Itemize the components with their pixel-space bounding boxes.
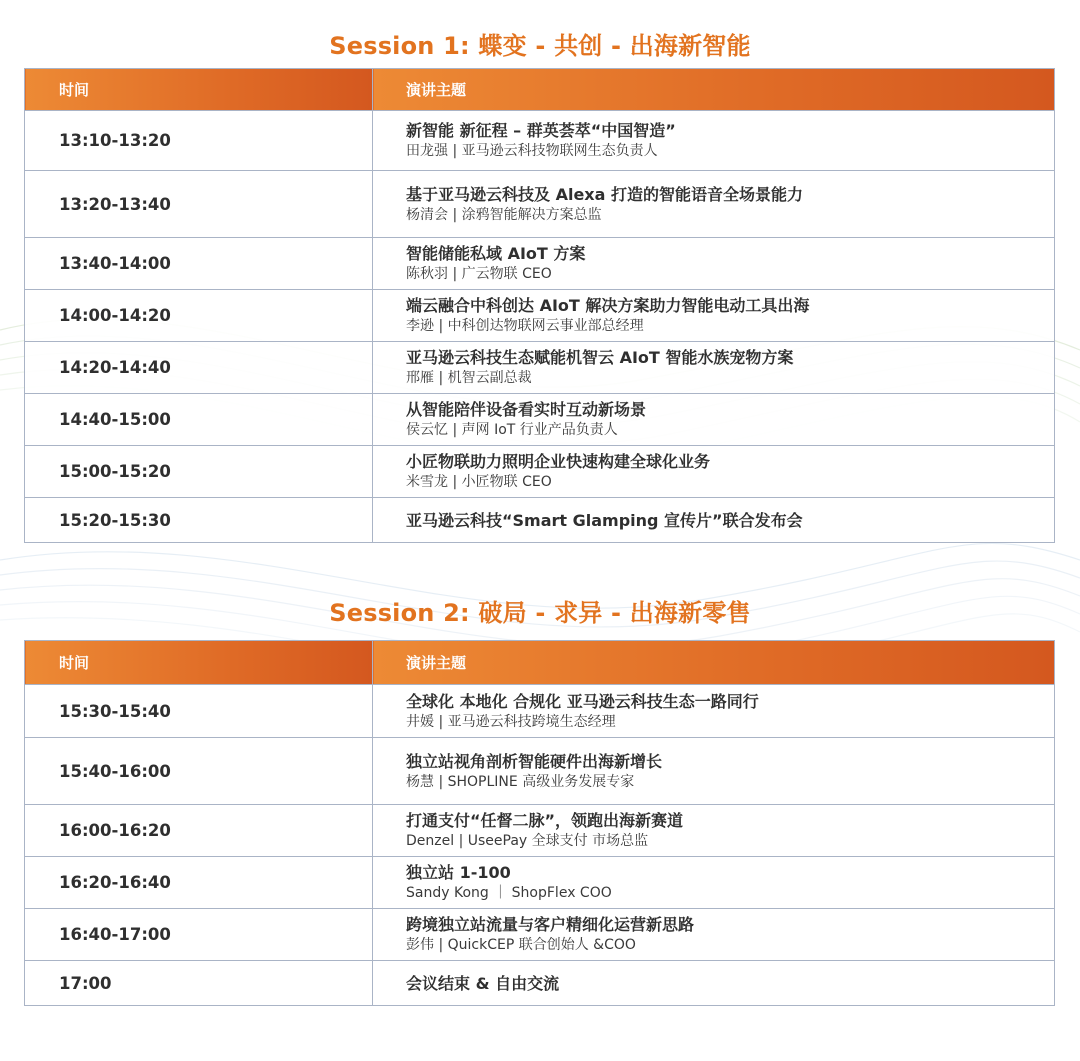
row-topic — [373, 446, 1055, 498]
session-2-title: Session 2: 破局 - 求异 - 出海新零售 — [329, 599, 751, 627]
row-topic — [373, 238, 1055, 290]
session-1-title: Session 1: 蝶变 - 共创 - 出海新智能 — [329, 32, 751, 60]
row-time: 17:00 — [25, 961, 373, 1006]
row-time: 16:00-16:20 — [25, 805, 373, 857]
talk-title: 端云融合中科创达 AIoT 解决方案助力智能电动工具出海 — [406, 296, 810, 315]
header-time: 时间 — [25, 641, 373, 685]
table-row — [25, 961, 1055, 1006]
row-time: 13:40-14:00 — [25, 238, 373, 290]
header-topic: 演讲主题 — [373, 69, 1055, 111]
table-row — [25, 685, 1055, 738]
row-topic — [373, 498, 1055, 543]
row-time: 15:20-15:30 — [25, 498, 373, 543]
talk-title: 独立站视角剖析智能硬件出海新增长 — [406, 751, 663, 771]
talk-title: 从智能陪伴设备看实时互动新场景 — [406, 400, 647, 419]
talk-speaker: 李逊 | 中科创达物联网云事业部总经理 — [406, 318, 644, 334]
row-topic — [373, 857, 1055, 909]
talk-speaker: 田龙强 | 亚马逊云科技物联网生态负责人 — [406, 143, 658, 159]
talk-title: 基于亚马逊云科技及 Alexa 打造的智能语音全场景能力 — [406, 184, 803, 204]
session-1-agenda-table — [24, 68, 1055, 543]
talk-speaker: 侯云忆 | 声网 IoT 行业产品负责人 — [406, 422, 618, 438]
row-time: 15:30-15:40 — [25, 685, 373, 738]
row-topic — [373, 805, 1055, 857]
row-topic — [373, 394, 1055, 446]
row-time: 14:00-14:20 — [25, 290, 373, 342]
talk-title: 跨境独立站流量与客户精细化运营新思路 — [406, 915, 695, 934]
table-row — [25, 805, 1055, 857]
table-row — [25, 171, 1055, 238]
row-topic — [373, 171, 1055, 238]
talk-speaker: 陈秋羽 | 广云物联 CEO — [406, 266, 552, 282]
talk-title: 智能储能私域 AIoT 方案 — [406, 244, 586, 263]
session-2-agenda-table — [24, 640, 1055, 1006]
table-row — [25, 857, 1055, 909]
table-header-row — [25, 69, 1055, 111]
talk-speaker: 邢雁 | 机智云副总裁 — [406, 370, 532, 386]
talk-title: 打通支付“任督二脉”，领跑出海新赛道 — [406, 811, 684, 830]
table-row — [25, 446, 1055, 498]
row-topic — [373, 738, 1055, 805]
table-row — [25, 909, 1055, 961]
table-row — [25, 290, 1055, 342]
talk-speaker: Denzel | UseePay 全球支付 市场总监 — [406, 833, 649, 849]
talk-title: 独立站 1-100 — [406, 863, 511, 882]
talk-speaker: 杨清会 | 涂鸦智能解决方案总监 — [406, 206, 602, 223]
row-time: 13:10-13:20 — [25, 111, 373, 171]
talk-speaker: 井媛 | 亚马逊云科技跨境生态经理 — [406, 713, 616, 730]
row-topic — [373, 961, 1055, 1006]
talk-speaker: 米雪龙 | 小匠物联 CEO — [406, 474, 552, 490]
table-row — [25, 498, 1055, 543]
row-time: 14:40-15:00 — [25, 394, 373, 446]
row-time: 15:40-16:00 — [25, 738, 373, 805]
row-topic — [373, 342, 1055, 394]
table-row — [25, 111, 1055, 171]
row-time: 15:00-15:20 — [25, 446, 373, 498]
row-topic — [373, 111, 1055, 171]
row-topic — [373, 909, 1055, 961]
talk-speaker: Sandy Kong ｜ ShopFlex COO — [406, 885, 612, 901]
talk-title: 全球化 本地化 合规化 亚马逊云科技生态一路同行 — [406, 691, 759, 711]
row-topic — [373, 685, 1055, 738]
table-row — [25, 238, 1055, 290]
header-topic: 演讲主题 — [373, 641, 1055, 685]
table-row — [25, 342, 1055, 394]
talk-title: 亚马逊云科技“Smart Glamping 宣传片”联合发布会 — [406, 510, 803, 530]
row-time: 16:40-17:00 — [25, 909, 373, 961]
talk-title: 新智能 新征程 – 群英荟萃“中国智造” — [406, 121, 676, 140]
talk-title: 亚马逊云科技生态赋能机智云 AIoT 智能水族宠物方案 — [406, 348, 794, 367]
talk-speaker: 杨慧 | SHOPLINE 高级业务发展专家 — [406, 773, 635, 790]
row-topic — [373, 290, 1055, 342]
talk-speaker: 彭伟 | QuickCEP 联合创始人 &COO — [406, 937, 636, 953]
table-row — [25, 394, 1055, 446]
talk-title: 小匠物联助力照明企业快速构建全球化业务 — [406, 452, 711, 471]
row-time: 13:20-13:40 — [25, 171, 373, 238]
header-time: 时间 — [25, 69, 373, 111]
table-header-row — [25, 641, 1055, 685]
row-time: 16:20-16:40 — [25, 857, 373, 909]
row-time: 14:20-14:40 — [25, 342, 373, 394]
talk-title: 会议结束 & 自由交流 — [406, 973, 560, 993]
table-row — [25, 738, 1055, 805]
